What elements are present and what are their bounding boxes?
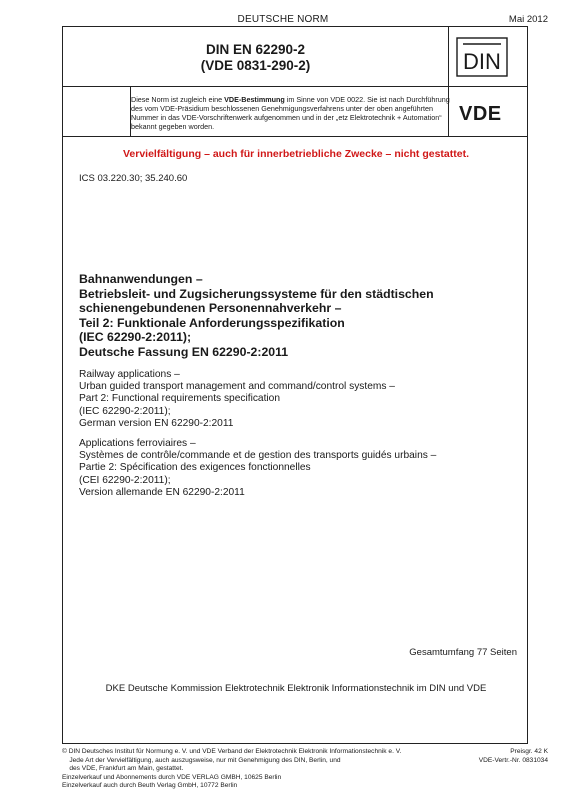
- title-line: Partie 2: Spécification des exigences fonctionnelles: [79, 462, 311, 474]
- title-line: (IEC 62290-2:2011);: [79, 405, 171, 417]
- publication-date: Mai 2012: [508, 14, 548, 25]
- title-german: [79, 272, 519, 359]
- footer-copyright: [62, 748, 442, 791]
- title-line: Applications ferroviaires –: [79, 438, 196, 449]
- din-logo-text: DIN: [463, 49, 501, 74]
- vde-number: (VDE 0831-290-2): [200, 58, 311, 73]
- title-line: Betriebsleit- und Zugsicherungssysteme für den städtischen: [79, 286, 434, 301]
- title-english: [79, 369, 519, 430]
- title-line: Part 2: Functional requirements specification: [79, 393, 281, 405]
- footer-line: Einzelverkauf auch durch Beuth Verlag GmbH, 10772 Berlin: [62, 782, 238, 790]
- note-bold-text: VDE-Bestimmung: [224, 95, 285, 104]
- din-logo-icon: [456, 37, 508, 77]
- note-text: im Sinne von VDE 0022. Sie ist nach Durchführung des vom VDE-Präsidium beschlossenen Genehmigungsverfahrens unter der oben angeführten Nummer in das VDE-Vorschriftenwerk aufgenommen und in der „etz Elektrotechnik + Automation“ bekannt gegeben worden.: [131, 95, 450, 131]
- divider: [63, 86, 527, 87]
- vde-note: [131, 95, 451, 131]
- title-french: [79, 438, 519, 499]
- reproduction-warning: Vervielfältigung – auch für innerbetriebliche Zwecke – nicht gestattet.: [122, 148, 469, 160]
- footer-line: Jede Art der Vervielfältigung, auch auszugsweise, nur mit Genehmigung des DIN, Berlin, und: [62, 756, 341, 764]
- norm-label: DEUTSCHE NORM: [237, 14, 329, 25]
- vde-logo-icon: VDE: [459, 103, 502, 125]
- vde-contract-number: VDE-Vertr.-Nr. 0831034: [478, 756, 548, 764]
- title-line: schienengebundenen Personennahverkehr –: [79, 301, 342, 315]
- title-line: German version EN 62290-2:2011: [79, 417, 234, 429]
- price-group: Preisgr. 42 K: [510, 748, 548, 755]
- footer-line: © DIN Deutsches Institut für Normung e. V. und VDE Verband der Elektrotechnik Elektronik Informationstechnik e. V.: [62, 748, 402, 755]
- ics-codes: ICS 03.220.30; 35.240.60: [79, 173, 188, 184]
- title-line: Urban guided transport management and command/control systems –: [79, 381, 395, 393]
- total-pages: Gesamtumfang 77 Seiten: [409, 647, 517, 658]
- standard-number: DIN EN 62290-2: [205, 42, 306, 57]
- title-line: Version allemande EN 62290-2:2011: [79, 486, 245, 498]
- footer-line: des VDE, Frankfurt am Main, gestattet.: [62, 765, 184, 773]
- note-text: Diese Norm ist zugleich eine: [131, 95, 225, 104]
- title-line: Deutsche Fassung EN 62290-2:2011: [79, 344, 289, 359]
- title-line: Bahnanwendungen –: [79, 272, 203, 286]
- footer-line: Einzelverkauf und Abonnements durch VDE VERLAG GMBH, 10625 Berlin: [62, 773, 282, 781]
- cover-frame: [62, 26, 528, 744]
- footer-price: [479, 748, 548, 765]
- title-line: Teil 2: Funktionale Anforderungsspezifikation: [79, 315, 345, 330]
- divider: [63, 136, 527, 137]
- dke-line: DKE Deutsche Kommission Elektrotechnik Elektronik Informationstechnik im DIN und VDE: [105, 683, 487, 694]
- title-line: Railway applications –: [79, 369, 180, 380]
- title-line: Systèmes de contrôle/commande et de gestion des transports guidés urbains –: [79, 450, 437, 462]
- title-line: (IEC 62290-2:2011);: [79, 330, 192, 344]
- title-line: (CEI 62290-2:2011);: [79, 474, 171, 486]
- standard-id: [63, 42, 448, 74]
